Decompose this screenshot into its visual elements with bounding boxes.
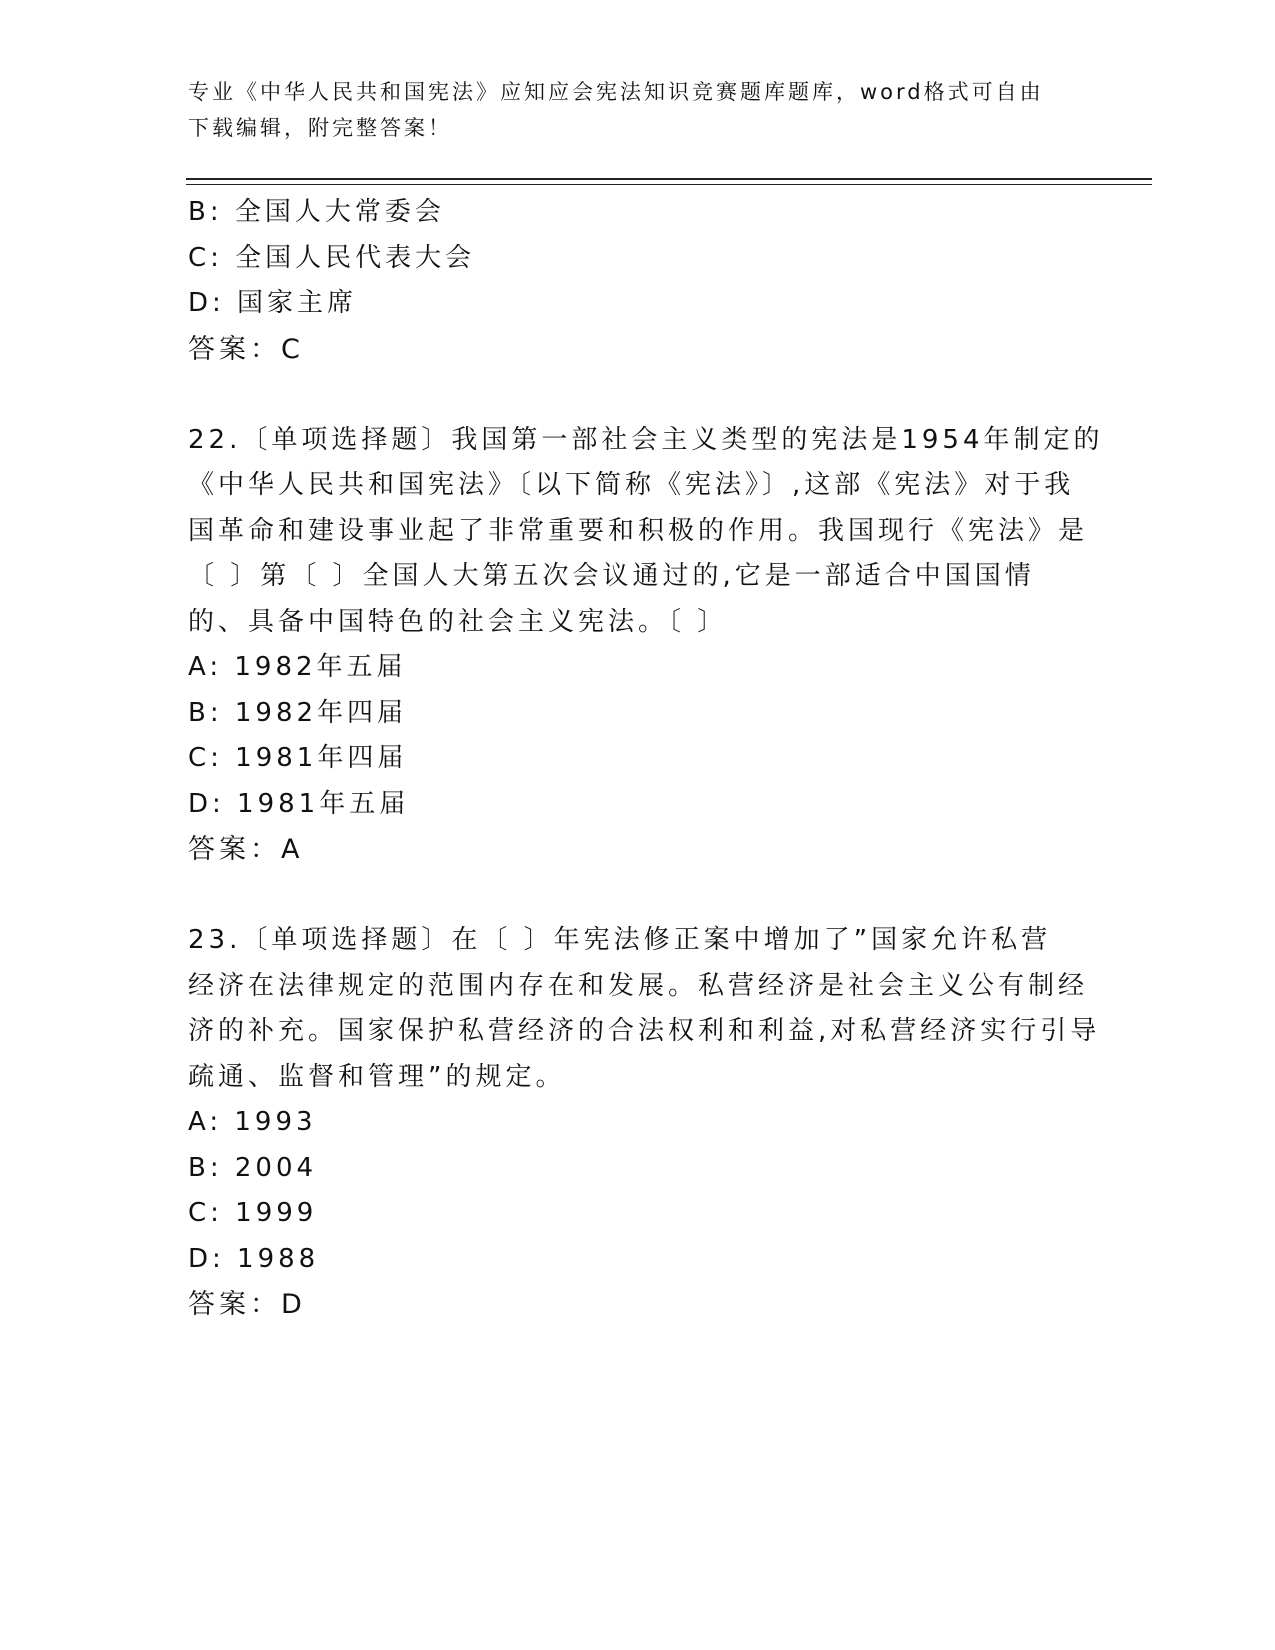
document-body (188, 190, 1104, 1328)
header-line-2: 下载编辑，附完整答案！ (188, 116, 452, 140)
answer-line: 答案：C (188, 333, 304, 365)
option-b: B: 2004 (188, 1152, 318, 1183)
option-c: C: 1981年四届 (188, 743, 408, 773)
previous-question-block (188, 190, 1088, 372)
question-text-line: 〔 〕第〔 〕全国人大第五次会议通过的,它是一部适合中国国情 (188, 561, 1035, 591)
header-divider (186, 178, 1152, 185)
question-text-line: 经济在法律规定的范围内存在和发展。私营经济是社会主义公有制经 (188, 970, 1089, 1001)
spacer (188, 873, 1088, 919)
question-22-block (188, 418, 1104, 873)
question-text-line: 《中华人民共和国宪法》〔以下简称《宪法》〕,这部《宪法》对于我 (188, 470, 1075, 500)
question-text-line: 疏通、监督和管理”的规定。 (188, 1061, 566, 1092)
page-header (188, 74, 1068, 146)
option-c: C: 全国人民代表大会 (188, 242, 476, 273)
question-text-line: 济的补充。国家保护私营经济的合法权利和利益,对私营经济实行引导 (188, 1016, 1101, 1046)
question-text-line: 23.〔单项选择题〕在〔 〕年宪法修正案中增加了”国家允许私营 (188, 925, 1052, 955)
header-line-1: 专业《中华人民共和国宪法》应知应会宪法知识竞赛题库题库，word格式可自由 (188, 80, 1044, 104)
option-c: C: 1999 (188, 1198, 318, 1228)
option-a: A: 1993 (188, 1107, 317, 1137)
answer-line: 答案：D (188, 1289, 306, 1320)
question-23-block (188, 918, 1101, 1328)
option-d: D: 1988 (188, 1243, 320, 1274)
option-a: A: 1982年五届 (188, 652, 407, 682)
option-d: D: 1981年五届 (188, 788, 410, 819)
answer-line: 答案：A (188, 834, 304, 865)
question-text-line: 国革命和建设事业起了非常重要和积极的作用。我国现行《宪法》是 (188, 515, 1089, 546)
spacer (188, 372, 1088, 418)
option-b: B: 全国人大常委会 (188, 197, 445, 227)
question-text-line: 22.〔单项选择题〕我国第一部社会主义类型的宪法是1954年制定的 (188, 424, 1104, 455)
option-d: D: 国家主席 (188, 288, 358, 318)
option-b: B: 1982年四届 (188, 697, 408, 728)
question-text-line: 的、具备中国特色的社会主义宪法。〔 〕 (188, 606, 728, 637)
